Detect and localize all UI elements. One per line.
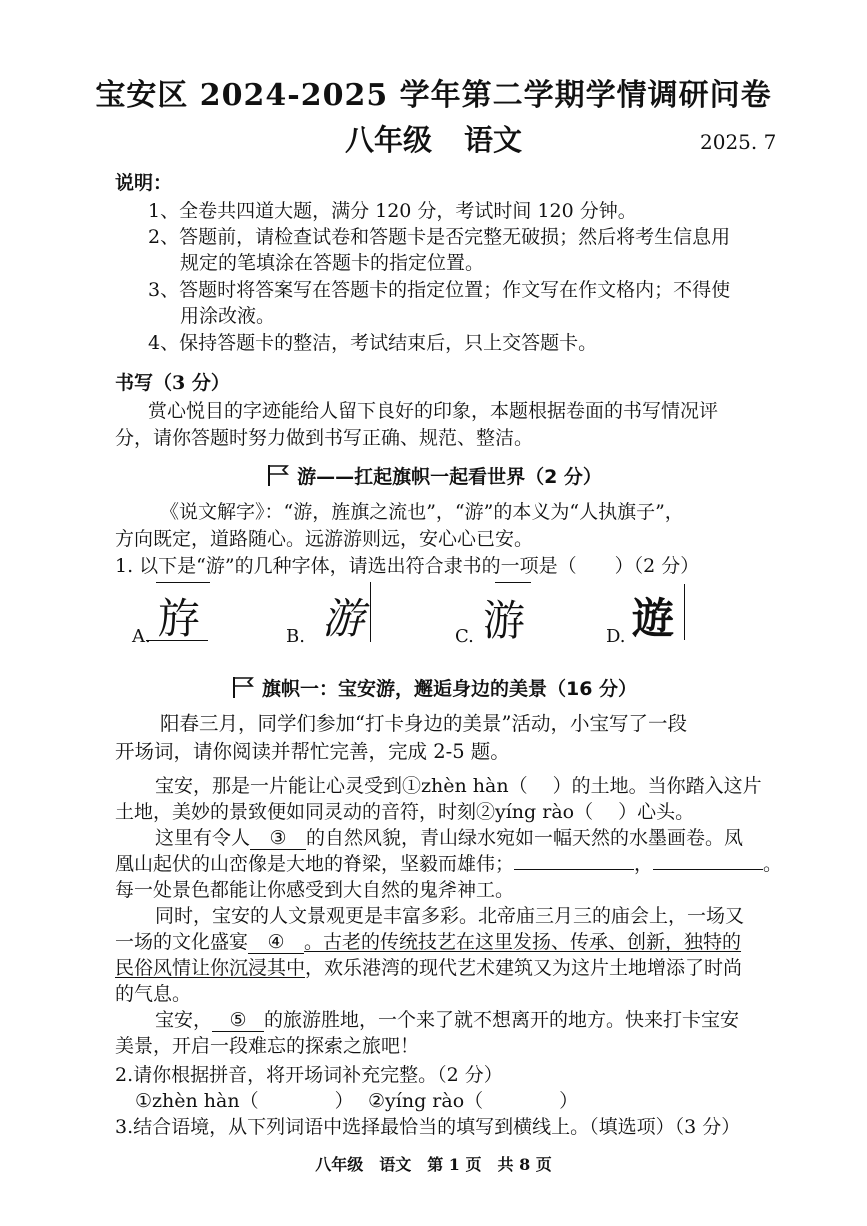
option-b[interactable]: [286, 582, 386, 652]
note-2-line1: 2、答题前，请检查试卷和答题卡是否完整无破损；然后将考生信息用: [148, 226, 731, 248]
note-3-line1: 3、答题时将答案写在答题卡的指定位置；作文写在作文格内；不得使: [148, 279, 731, 301]
blank-4[interactable]: ④: [248, 931, 304, 954]
section1-intro-line1: 《说文解字》：“游，旌旗之流也”，“游”的本义为“人执旗子”，: [160, 501, 684, 523]
writing-line1: 赏心悦目的字迹能给人留下良好的印象，本题根据卷面的书写情况评: [148, 400, 719, 422]
passage-p3-line3: [115, 953, 742, 980]
note-2-line2: 规定的笔填涂在答题卡的指定位置。: [180, 252, 485, 274]
passage-underlined: 民俗风情让你沉浸其中: [115, 957, 306, 979]
passage-text: 。: [763, 853, 783, 875]
passage-text: 宝安，: [155, 1009, 213, 1031]
passage-underlined: 。古老的传统技艺在这里发扬、传承、创新，独特的: [304, 931, 742, 953]
section1-heading-text: 游——扛起旗帜一起看世界（2 分）: [297, 466, 602, 488]
blank-blank-a[interactable]: [514, 869, 634, 870]
note-4: 4、保持答题卡的整洁，考试结束后，只上交答题卡。: [148, 332, 598, 354]
passage-text: 这里有令人: [155, 827, 251, 849]
writing-line2: 分，请你答题时努力做到书写正确、规范、整洁。: [115, 427, 534, 449]
option-a[interactable]: [132, 582, 212, 652]
option-a-label: A.: [132, 626, 151, 647]
question-2: 2.请你根据拼音，将开场词补充完整。（2 分）: [115, 1064, 503, 1086]
option-b-label: B.: [286, 626, 305, 647]
question-2-answer-b[interactable]: ②yíng rào（ ）: [368, 1090, 579, 1112]
passage-text: 凰山起伏的山峦像是大地的脊梁，坚毅而雄伟；: [115, 853, 515, 875]
flag-icon: [230, 675, 256, 699]
option-c[interactable]: [455, 582, 555, 652]
passage-p3-line1: 同时，宝安的人文景观更是丰富多彩。北帝庙三月三的庙会上，一场又: [155, 905, 745, 927]
question-2-answer-a[interactable]: ①zhèn hàn（ ）: [135, 1090, 354, 1112]
option-d-glyph: 遊: [632, 594, 675, 643]
option-c-label: C.: [455, 626, 474, 647]
notes-label: 说明：: [115, 172, 173, 194]
blank-blank-b[interactable]: [653, 869, 763, 870]
option-d[interactable]: [606, 582, 706, 652]
passage-text: 的自然风貌，青山绿水宛如一幅天然的水墨画卷。凤: [306, 827, 744, 849]
section1-heading: [0, 462, 867, 489]
blank-3[interactable]: ③: [250, 827, 306, 850]
passage-p2-line1: [155, 823, 743, 850]
subject: 语文: [464, 123, 523, 157]
section2-intro-line1: 阳春三月，同学们参加“打卡身边的美景”活动，小宝写了一段: [160, 712, 687, 735]
question-3: 3.结合语境，从下列词语中选择最恰当的填写到横线上。（填选项）（3 分）: [115, 1116, 741, 1138]
section2-intro-line2: 开场词，请你阅读并帮忙完善，完成 2-5 题。: [115, 740, 510, 763]
passage-p1-line1: 宝安，那是一片能让心灵受到①zhèn hàn（ ）的土地。当你踏入这片: [155, 775, 762, 797]
section1-intro-line2: 方向既定，道路随心。远游游则远，安心心已安。: [115, 528, 534, 550]
passage-p4-line1: [155, 1005, 739, 1032]
flag-icon: [265, 463, 291, 487]
section2-heading: [0, 674, 867, 701]
note-3-line2: 用涂改液。: [180, 305, 276, 327]
page-footer: 八年级 语文 第 1 页 共 8 页: [315, 1155, 552, 1174]
exam-title: 宝安区 2024-2025 学年第二学期学情调研问卷: [95, 78, 772, 113]
passage-p3-line2: [115, 927, 741, 954]
note-1: 1、全卷共四道大题，满分 120 分，考试时间 120 分钟。: [148, 200, 637, 222]
option-d-label: D.: [606, 626, 626, 647]
writing-title: 书写（3 分）: [115, 372, 230, 394]
question-1: 1. 以下是“游”的几种字体，请选出符合隶书的一项是（ ）（2 分）: [115, 555, 700, 577]
option-a-glyph: 斿: [158, 594, 201, 643]
section2-heading-text: 旗帜一：宝安游，邂逅身边的美景（16 分）: [261, 678, 638, 700]
passage-text: ，欢乐港湾的现代艺术建筑又为这片土地增添了时尚: [305, 957, 743, 979]
passage-text: ，: [634, 853, 654, 875]
passage-text: 的旅游胜地，一个来了就不想离开的地方。快来打卡宝安: [264, 1009, 740, 1031]
passage-p2-line3: 每一处景色都能让你感受到大自然的鬼斧神工。: [115, 879, 515, 901]
blank-5[interactable]: ⑤: [212, 1009, 264, 1032]
passage-p1-line2: 土地，美妙的景致便如同灵动的音符，时刻②yíng rào（ ）心头。: [115, 801, 695, 823]
passage-p2-line2: [115, 849, 782, 876]
passage-text: 一场的文化盛宴: [115, 931, 249, 953]
grade: 八年级: [344, 123, 432, 157]
passage-p3-line4: 的气息。: [115, 983, 192, 1005]
passage-p4-line2: 美景，开启一段难忘的探索之旅吧！: [115, 1035, 420, 1057]
exam-date: 2025. 7: [700, 130, 777, 154]
option-c-glyph: 游: [483, 596, 526, 645]
option-b-glyph: 游: [322, 594, 365, 643]
